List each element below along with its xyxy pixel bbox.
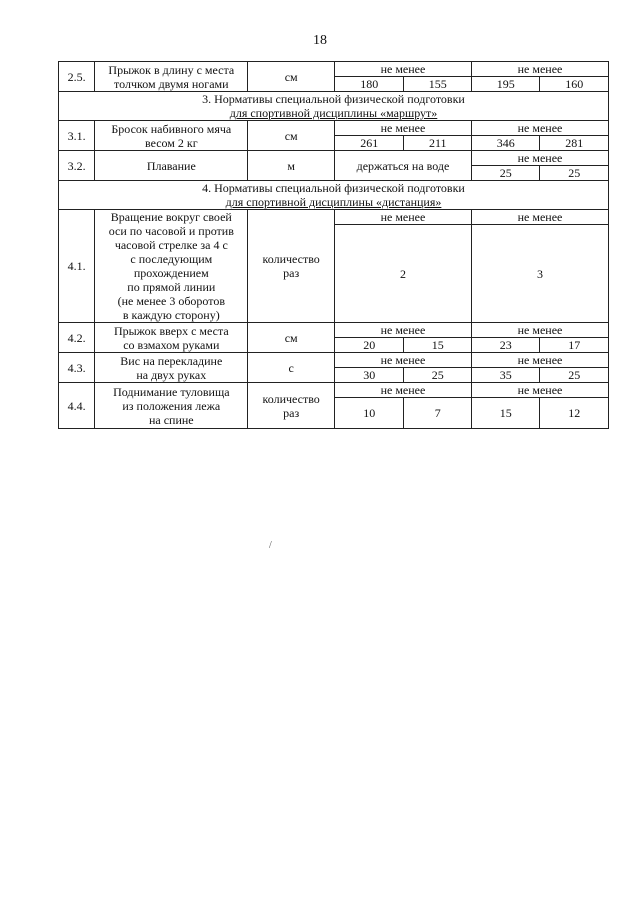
value-cell: 30	[334, 368, 404, 383]
scan-speck: /	[269, 540, 272, 551]
value-cell: 12	[540, 398, 609, 429]
row-number: 3.1.	[59, 121, 95, 151]
value-cell: 10	[334, 398, 404, 429]
threshold-label: не менее	[334, 383, 471, 398]
threshold-label: не менее	[334, 323, 471, 338]
section-heading: 4. Нормативы специальной физической подготовки для спортивной дисциплины «дистанция»	[59, 181, 609, 210]
unit: количество раз	[248, 383, 335, 429]
exercise-name: Плавание	[95, 151, 248, 181]
row-number: 4.1.	[59, 210, 95, 323]
value-cell: 211	[404, 136, 471, 151]
threshold-label: не менее	[334, 353, 471, 368]
section-heading: 3. Нормативы специальной физической подготовки для спортивной дисциплины «маршрут»	[59, 92, 609, 121]
value-cell: 346	[471, 136, 539, 151]
threshold-label: не менее	[334, 121, 471, 136]
table-row	[59, 323, 609, 338]
page-number: 18	[313, 33, 327, 48]
row-number: 4.3.	[59, 353, 95, 383]
threshold-label: не менее	[334, 62, 471, 77]
row-number: 4.4.	[59, 383, 95, 429]
exercise-name: Вращение вокруг своей оси по часовой и против часовой стрелке за 4 с с последующим прохождением по прямой линии (не менее 3 оборотов в каждую сторону)	[95, 210, 248, 323]
value-cell: 25	[471, 166, 539, 181]
value-cell: 281	[540, 136, 609, 151]
threshold-label: не менее	[471, 151, 608, 166]
value-cell: 15	[404, 338, 471, 353]
exercise-name: Прыжок в длину с места толчком двумя ногами	[95, 62, 248, 92]
value-cell: 25	[540, 368, 609, 383]
value-cell: 20	[334, 338, 404, 353]
value-cell: 15	[471, 398, 539, 429]
threshold-label: не менее	[471, 323, 608, 338]
norms-table	[58, 61, 609, 429]
exercise-name: Бросок набивного мяча весом 2 кг	[95, 121, 248, 151]
value-cell: 3	[471, 225, 608, 323]
threshold-label: не менее	[471, 383, 608, 398]
threshold-label: не менее	[471, 353, 608, 368]
table-row	[59, 383, 609, 398]
unit: см	[248, 323, 335, 353]
value-cell: 155	[404, 77, 471, 92]
section-row	[59, 181, 609, 210]
value-cell: 35	[471, 368, 539, 383]
value-cell: 25	[540, 166, 609, 181]
exercise-name: Вис на перекладине на двух руках	[95, 353, 248, 383]
unit: с	[248, 353, 335, 383]
value-cell: 180	[334, 77, 404, 92]
threshold-label: не менее	[471, 121, 608, 136]
value-cell: 23	[471, 338, 539, 353]
table-row	[59, 353, 609, 368]
unit: количество раз	[248, 210, 335, 323]
threshold-label: не менее	[471, 210, 608, 225]
threshold-label: не менее	[334, 210, 471, 225]
unit: см	[248, 121, 335, 151]
value-cell: 7	[404, 398, 471, 429]
threshold-label: не менее	[471, 62, 608, 77]
swim-requirement: держаться на воде	[334, 151, 471, 181]
row-number: 3.2.	[59, 151, 95, 181]
exercise-name: Поднимание туловища из положения лежа на спине	[95, 383, 248, 429]
value-cell: 25	[404, 368, 471, 383]
value-cell: 160	[540, 77, 609, 92]
table-row	[59, 210, 609, 225]
table-row	[59, 62, 609, 77]
unit: м	[248, 151, 335, 181]
section-row	[59, 92, 609, 121]
row-number: 4.2.	[59, 323, 95, 353]
table-row	[59, 151, 609, 166]
row-number: 2.5.	[59, 62, 95, 92]
value-cell: 2	[334, 225, 471, 323]
table-row	[59, 121, 609, 136]
value-cell: 261	[334, 136, 404, 151]
value-cell: 195	[471, 77, 539, 92]
exercise-name: Прыжок вверх с места со взмахом руками	[95, 323, 248, 353]
value-cell: 17	[540, 338, 609, 353]
unit: см	[248, 62, 335, 92]
